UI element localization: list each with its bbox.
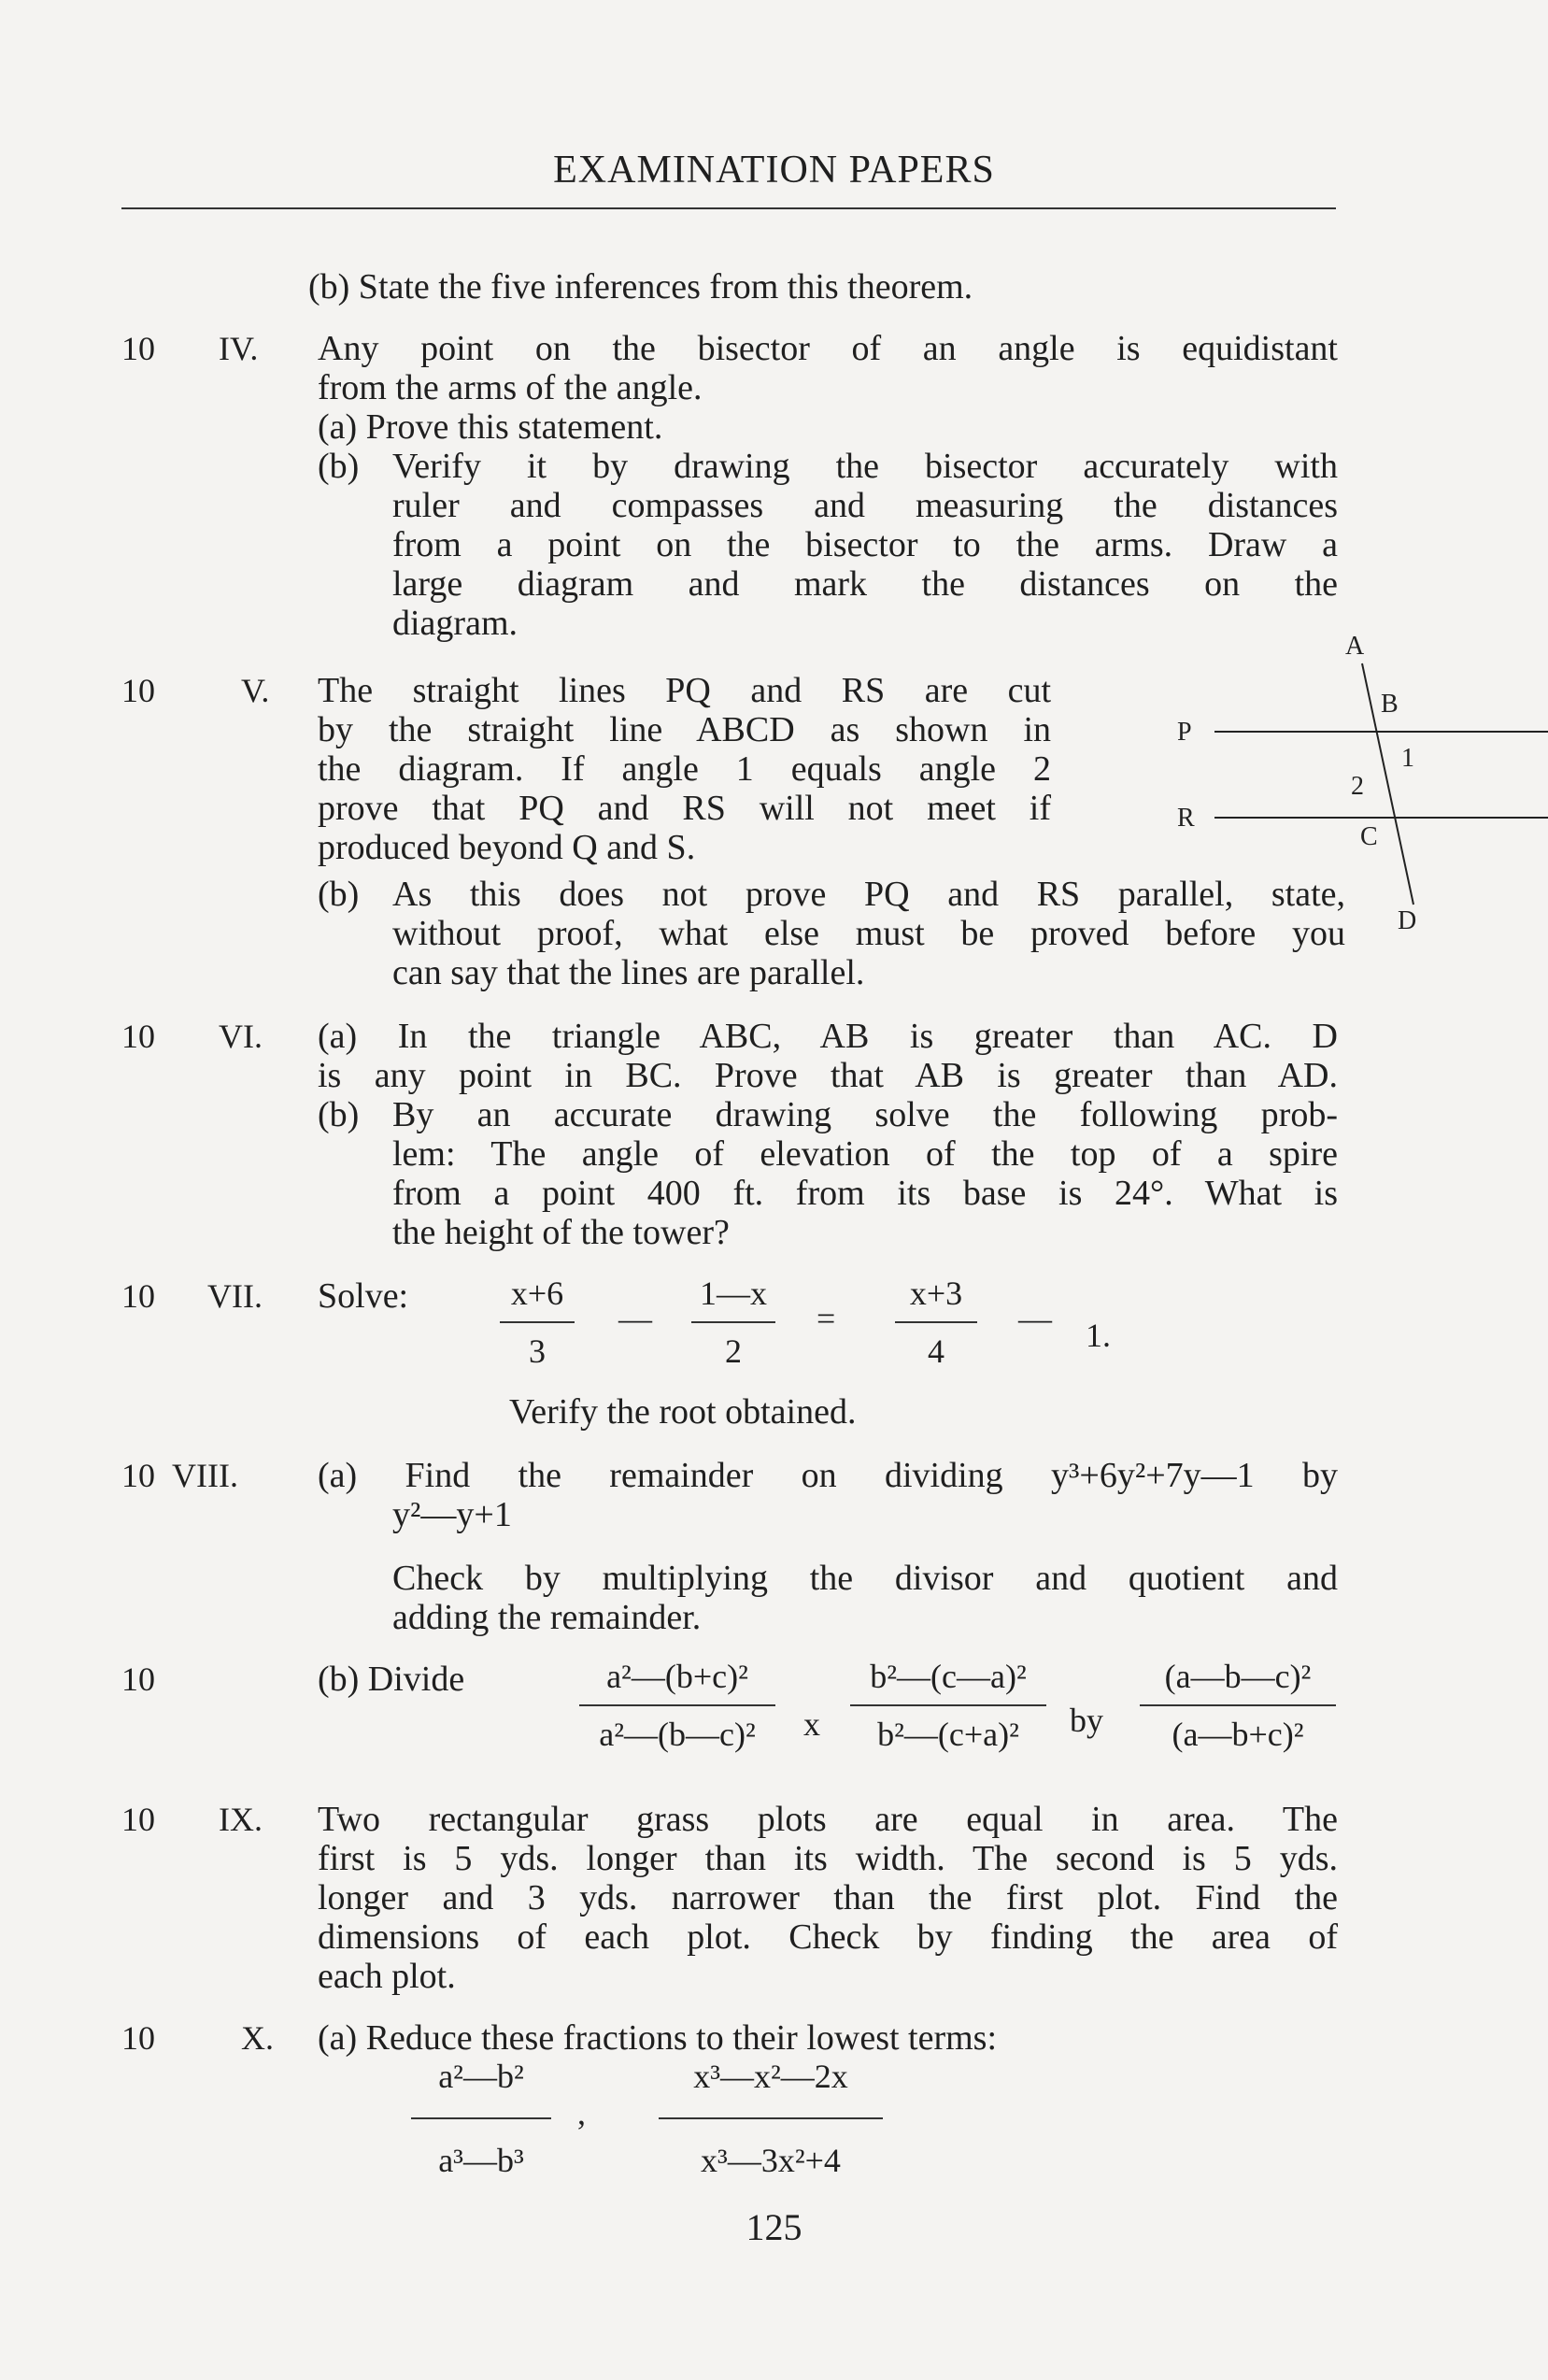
- q8-fraction-1: [579, 1658, 775, 1753]
- label-angle-2: 2: [1351, 772, 1364, 801]
- q5-b-line: without proof, what else must be proved before you: [392, 914, 1345, 953]
- q8-part-a: [318, 1456, 1338, 1495]
- q4-mark: 10: [121, 330, 155, 367]
- label-b: B: [1381, 690, 1399, 719]
- q5-stem-line: The straight lines PQ and RS are cut: [318, 671, 1051, 710]
- q6-a-line: (a) In the triangle ABC, AB is greater than AC. D: [318, 1017, 1338, 1056]
- label-d: D: [1398, 906, 1417, 935]
- q8-check-line: adding the remainder.: [392, 1598, 702, 1637]
- q6-b-line: lem: The angle of elevation of the top of a spire: [392, 1134, 1338, 1174]
- transversal-diagram: [1149, 607, 1548, 944]
- q8-f1-denominator: a²—(b—c)²: [599, 1716, 756, 1753]
- q7-f3-denominator: 4: [928, 1333, 944, 1370]
- q10-fraction-2: [659, 2058, 883, 2179]
- q9-line: dimensions of each plot. Check by finding the area of: [318, 1917, 1338, 1957]
- q8b-mark: 10: [121, 1660, 155, 1698]
- q7-fraction-3: [895, 1275, 977, 1370]
- q10-f2-denominator: x³—3x²+4: [701, 2142, 841, 2179]
- q10-part-a: (a) Reduce these fractions to their lowest terms:: [318, 2018, 998, 2058]
- q7-f1-numerator: x+6: [510, 1275, 564, 1312]
- fraction-bar: [411, 2117, 551, 2119]
- q9-mark: 10: [121, 1801, 155, 1838]
- q8-f2-denominator: b²—(c+a)²: [877, 1716, 1019, 1753]
- fraction-bar: [659, 2117, 883, 2119]
- q10-mark: 10: [121, 2019, 155, 2057]
- q7-mark: 10: [121, 1277, 155, 1315]
- q9-line: longer and 3 yds. narrower than the first plot. Find the: [318, 1878, 1338, 1917]
- q7-f2-denominator: 2: [725, 1333, 742, 1370]
- q10-f1-denominator: a³—b³: [438, 2142, 524, 2179]
- q7-f1-denominator: 3: [529, 1333, 546, 1370]
- label-a: A: [1345, 632, 1365, 661]
- q8-check: [392, 1559, 1338, 1637]
- fraction-bar: [850, 1704, 1046, 1706]
- label-r: R: [1177, 804, 1195, 833]
- q7-verify: Verify the root obtained.: [509, 1392, 857, 1432]
- q7-minus-2: —: [1018, 1300, 1052, 1337]
- q4-number: IV.: [219, 330, 259, 367]
- q4-b-line: ruler and compasses and measuring the distances: [392, 486, 1338, 525]
- q8-check-line: Check by multiplying the divisor and quotient and: [392, 1559, 1338, 1598]
- q7-equals: =: [817, 1300, 836, 1337]
- fraction-bar: [500, 1321, 575, 1323]
- q5-stem-line: produced beyond Q and S.: [318, 828, 696, 867]
- q8-fraction-2: [850, 1658, 1046, 1753]
- q4-b-line: large diagram and mark the distances on the: [392, 564, 1338, 604]
- page-header: EXAMINATION PAPERS: [553, 149, 995, 192]
- q4-part-a: (a) Prove this statement.: [318, 407, 663, 447]
- q7-solve-label: Solve:: [318, 1276, 409, 1316]
- q6-number: VI.: [219, 1018, 263, 1055]
- q8-f3-denominator: (a—b+c)²: [1172, 1716, 1304, 1753]
- q10-f2-numerator: x³—x²—2x: [693, 2058, 848, 2095]
- q7-one: 1.: [1086, 1317, 1111, 1354]
- fraction-bar: [579, 1704, 775, 1706]
- q6-b-line: from a point 400 ft. from its base is 24°. What is: [392, 1174, 1338, 1213]
- q7-minus-1: —: [618, 1300, 652, 1337]
- q9-line: Two rectangular grass plots are equal in area. The: [318, 1800, 1338, 1839]
- page-number: 125: [746, 2206, 802, 2248]
- q4-b-line: Verify it by drawing the bisector accurately with: [392, 447, 1338, 486]
- q9-line: each plot.: [318, 1957, 456, 1996]
- q7-number: VII.: [207, 1277, 263, 1315]
- label-angle-1: 1: [1401, 744, 1414, 773]
- q5-stem: [318, 671, 1051, 867]
- q5-stem-line: by the straight line ABCD as shown in: [318, 710, 1051, 749]
- label-p: P: [1177, 718, 1192, 747]
- q8-times: x: [803, 1705, 820, 1743]
- q4-stem: [318, 329, 1338, 447]
- q4-stem-line: Any point on the bisector of an angle is equidistant: [318, 329, 1338, 368]
- q5-mark: 10: [121, 672, 155, 709]
- q9-stem: [318, 1800, 1338, 1996]
- q5-part-b-label: (b): [318, 875, 360, 914]
- q7-f3-numerator: x+3: [909, 1275, 963, 1312]
- q4-b-line: from a point on the bisector to the arms. Draw a: [392, 525, 1338, 564]
- q5-stem-line: prove that PQ and RS will not meet if: [318, 789, 1051, 828]
- q8-number: VIII.: [172, 1457, 238, 1494]
- q8-a-divisor: y²—y+1: [392, 1495, 512, 1534]
- q8-a-line: (a) Find the remainder on dividing y³+6y²+7y—1 by: [318, 1456, 1338, 1495]
- q10-fraction-1: [411, 2058, 551, 2179]
- q6-part-a: [318, 1017, 1338, 1095]
- q3b-text: (b) State the five inferences from this theorem.: [308, 267, 973, 306]
- q5-b-line: can say that the lines are parallel.: [392, 953, 865, 992]
- q6-b-line: the height of the tower?: [392, 1213, 730, 1252]
- q9-line: first is 5 yds. longer than its width. The second is 5 yds.: [318, 1839, 1338, 1878]
- q8-f2-numerator: b²—(c—a)²: [870, 1658, 1027, 1695]
- header-rule: [121, 207, 1336, 209]
- q5-number: V.: [241, 672, 270, 709]
- q8-fraction-3: [1140, 1658, 1336, 1753]
- fraction-bar: [691, 1321, 775, 1323]
- q7-f2-numerator: 1—x: [700, 1275, 767, 1312]
- q6-a-line: is any point in BC. Prove that AB is greater than AD.: [318, 1056, 1338, 1095]
- q8-b-label: (b) Divide: [318, 1660, 465, 1699]
- label-c: C: [1360, 822, 1378, 851]
- q4-stem-line: from the arms of the angle.: [318, 368, 703, 407]
- q8-mark: 10: [121, 1457, 155, 1494]
- q10-f1-numerator: a²—b²: [438, 2058, 524, 2095]
- q8-f1-numerator: a²—(b+c)²: [606, 1658, 748, 1695]
- q10-comma: ,: [577, 2094, 586, 2131]
- q7-fraction-2: [691, 1275, 775, 1370]
- q10-number: X.: [241, 2019, 274, 2057]
- fraction-bar: [1140, 1704, 1336, 1706]
- q8-f3-numerator: (a—b—c)²: [1164, 1658, 1312, 1695]
- q8-by: by: [1070, 1702, 1103, 1739]
- q7-fraction-1: [500, 1275, 575, 1370]
- q6-part-b: [392, 1095, 1338, 1252]
- q6-part-b-label: (b): [318, 1095, 360, 1134]
- q9-number: IX.: [219, 1801, 263, 1838]
- q4-b-line: diagram.: [392, 604, 518, 643]
- q6-mark: 10: [121, 1018, 155, 1055]
- q5-stem-line: the diagram. If angle 1 equals angle 2: [318, 749, 1051, 789]
- q4-part-b-label: (b): [318, 447, 360, 486]
- fraction-bar: [895, 1321, 977, 1323]
- q6-b-line: By an accurate drawing solve the following prob-: [392, 1095, 1338, 1134]
- q5-b-line: As this does not prove PQ and RS parallel, state,: [392, 875, 1345, 914]
